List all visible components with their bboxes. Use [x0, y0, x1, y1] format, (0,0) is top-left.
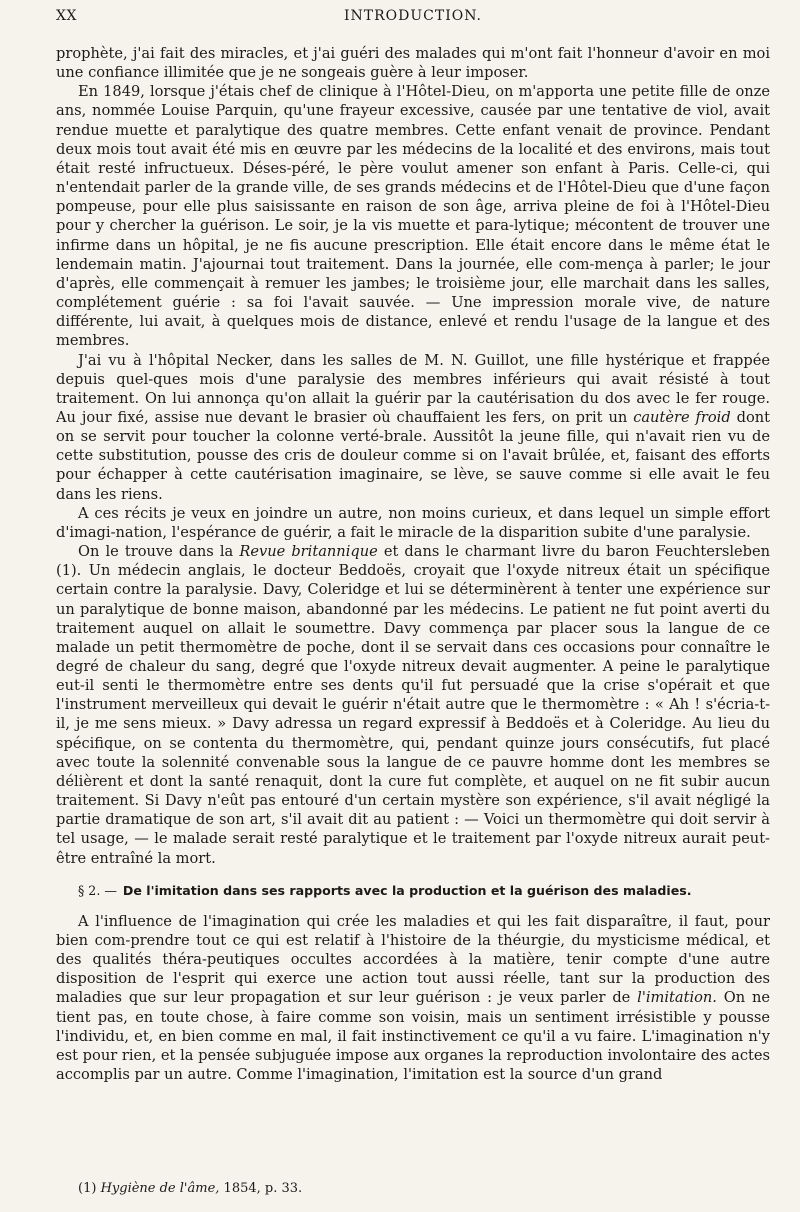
footnote-source: Hygiène de l'âme, — [100, 1181, 220, 1196]
paragraph-2: En 1849, lorsque j'étais chef de clinique à l'Hôtel-Dieu, on m'apporta une petite fille de onze ans, nommée Louise Parquin, qu'une frayeur excessive, causée par une tentative de viol, avait rendue muette et paralytique des quatre membres. Cette enfant venait de province. Pendant deux mois tout avait été mis en œuvre par les médecins de la localité et des environs, mais tout était resté infructueux. Déses-péré, le père voulut amener son enfant à Paris. Celle-ci, qui n'entendait parler de la grande ville, de ses grands médecins et de l'Hôtel-Dieu que d'une façon pompeuse, pour elle plus saisissante en raison de son âge, arriva pleine de foi à l'Hôtel-Dieu pour y chercher la guérison. Le soir, je la vis muette et para-lytique; mécontent de trouver une infirme dans un hôpital, je ne fis aucune prescription. Elle était encore dans le même état le lendemain matin. J'ajournai tout traitement. Dans la journée, elle com-mença à parler; le jour d'après, elle commençait à remuer les jambes; le troisième jour, elle marchait dans les salles, complétement guérie : sa foi l'avait sauvée. — Une impression morale vive, de nature différente, lui avait, à quelques mois de distance, enlevé et rendu l'usage de la langue et des membres. — [56, 83, 770, 350]
paragraph-6-text-a: A l'influence de l'imagination qui crée les maladies et qui les fait disparaître, il faut, pour bien com-prendre tout ce qui est relatif à l'histoire de la théurgie, du mysticisme médical, et des qualités théra-peutiques occultes accordées à la matière, tenir compte d'une autre disposition de l'esprit qui exerce une action tout aussi réelle, tant sur la production des maladies que sur leur propagation et sur leur guérison : je veux parler de — [56, 912, 770, 1007]
italic-cautere-froid: cautère froid — [633, 408, 731, 426]
paragraph-5-text-a: On le trouve dans la — [78, 543, 234, 561]
footnote-detail: 1854, p. 33. — [223, 1181, 303, 1196]
paragraph-5-text-b: et dans le charmant livre du baron Feuchtersleben (1). Un médecin anglais, le docteur Beddoës, croyait que l'oxyde nitreux était un spécifique certain contre la paralysie. Davy, Coleridge et lui se déterminèrent à tenter une expérience sur un paralytique de bonne maison, abandonné par les médecins. Le patient ne fut point averti du traitement auquel on allait le soumettre. Davy commença par placer sous la langue de ce malade un petit thermomètre de poche, dont il se servait dans ces occasions pour connaître le degré de chaleur du sang, degré que l'oxyde nitreux devait augmenter. A peine le paralytique eut-il senti le thermomètre entre ses dents qu'il fut persuadé que la crise s'opérait et que l'instrument merveilleux qui devait le guérir n'était autre que le thermomètre : « Ah ! s'écria-t-il, je me sens mieux. » Davy adressa un regard expressif à Beddoës et à Coleridge. Au lieu du spécifique, on se contenta du thermomètre, qui, pendant quinze jours consécutifs, fut placé avec toute la solennité convenable sous la langue de ce pauvre homme dont les membres se délièrent et dont la santé renaquit, dont la cure fut complète, et auquel on ne fit subir aucun traitement. Si Davy n'eût pas entouré d'un certain mystère son expérience, s'il avait négligé la partie dramatique de son art, s'il avait dit au patient : — Voici un thermomètre qui doit servir à tel usage, — le malade serait resté paralytique et le traitement par l'oxyde nitreux aurait peut-être entraîné la mort. — [56, 543, 770, 867]
running-title: INTRODUCTION. — [343, 8, 483, 24]
section-heading — [78, 882, 770, 900]
paragraph-6-text-b: On ne tient pas, en toute chose, à faire comme son voisin, mais un sentiment irrésistible y pousse l'individu, et, en bien comme en mal, il fait instinctivement ce qu'il a vu faire. L'imagination n'y est pour rien, et la pensée subjuguée impose aux organes la reproduction involontaire des actes accomplis par un autre. Comme l'imagination, l'imitation est la source d'un grand — [56, 989, 771, 1083]
footnote-marker: (1) — [78, 1181, 97, 1196]
paragraph-3-text-a: J'ai vu à l'hôpital Necker, dans les salles de M. N. Guillot, une fille hystérique et frappée depuis quel-ques mois d'une paralysie des membres inférieurs qui avait résisté à tout traitement. On lui annonça qu'on allait la guérir par la cautérisation du dos avec le fer rouge. Au jour fixé, assise nue devant le brasier où chauffaient les fers, on prit un — [56, 351, 770, 426]
running-header — [56, 0, 770, 44]
paragraph-4: A ces récits je veux en joindre un autre, non moins curieux, et dans lequel un simple effort d'imagi-nation, l'espérance de guérir, a fait le miracle de la disparition subite d'une paralysie. — [56, 504, 770, 541]
footnote — [78, 1181, 302, 1196]
paragraph-5 — [56, 542, 770, 868]
italic-revue-britannique: Revue britannique — [239, 543, 378, 561]
page-number: XX — [56, 8, 77, 24]
italic-imitation: l'imitation. — [637, 989, 717, 1007]
paragraph-1: prophète, j'ai fait des miracles, et j'ai guéri des malades qui m'ont fait l'honneur d'avoir en moi une confiance illimitée que je ne songeais guère à leur imposer. — [56, 45, 770, 82]
section-title: De l'imitation dans ses rapports avec la production et la guérison des maladies. — [122, 882, 692, 898]
paragraph-3 — [56, 351, 770, 504]
paragraph-6 — [56, 912, 770, 1084]
page-body — [56, 44, 770, 1084]
section-number: § 2. — — [78, 882, 117, 898]
paragraph-3-text-b: dont on se servit pour toucher la colonne verté-brale. Aussitôt la jeune fille, qui n'avait rien vu de cette substitution, pousse des cris de douleur comme si on l'avait brûlée, et, faisant des efforts pour échapper à cette cautérisation imaginaire, se lève, se sauve comme si elle avait le feu dans les riens. — [56, 408, 771, 503]
